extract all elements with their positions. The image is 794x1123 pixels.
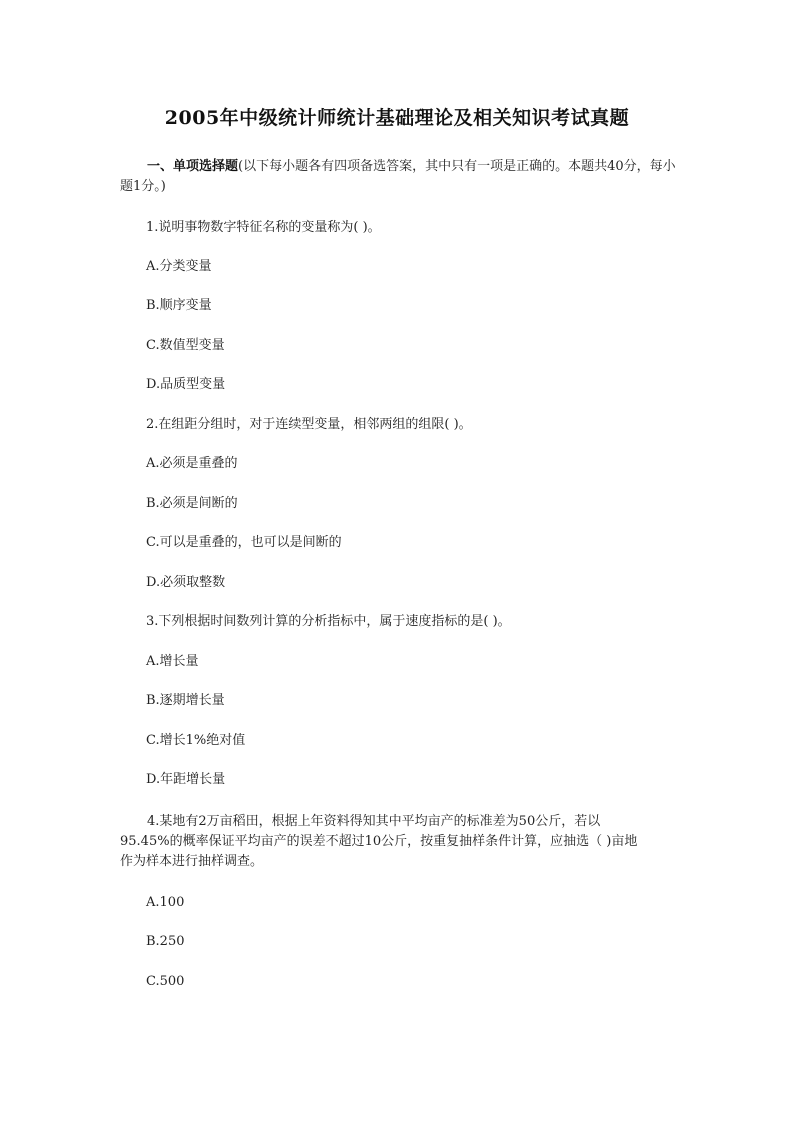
- question-stem-line: 作为样本进行抽样调查。: [120, 854, 264, 869]
- option-item: C.可以是重叠的，也可以是间断的: [146, 535, 342, 550]
- question-stem-line: 4.某地有2万亩稻田，根据上年资料得知其中平均亩产的标准差为50公斤，若以: [147, 814, 601, 829]
- option-item: B.逐期增长量: [146, 693, 225, 708]
- option-item: A.增长量: [146, 654, 199, 669]
- option-item: B.250: [146, 934, 185, 949]
- option-item: A.100: [146, 895, 185, 910]
- option-item: B.顺序变量: [146, 298, 212, 313]
- option-item: D.品质型变量: [146, 377, 226, 392]
- document-title: 2005年中级统计师统计基础理论及相关知识考试真题: [164, 107, 630, 129]
- question-stem: 2.在组距分组时，对于连续型变量，相邻两组的组限( )。: [146, 417, 472, 432]
- question-stem: 3.下列根据时间数列计算的分析指标中，属于速度指标的是( )。: [146, 614, 511, 629]
- option-item: C.数值型变量: [146, 338, 225, 353]
- section-label: 一、单项选择题: [147, 159, 239, 174]
- question-stem-line: 95.45%的概率保证平均亩产的误差不超过10公斤，按重复抽样条件计算，应抽选（ )亩地: [120, 834, 638, 849]
- option-item: A.必须是重叠的: [146, 456, 238, 471]
- option-item: C.增长1%绝对值: [146, 733, 246, 748]
- option-item: A.分类变量: [146, 259, 212, 274]
- option-item: D.必须取整数: [146, 575, 226, 590]
- section-intro: [120, 157, 680, 197]
- question-stem: [120, 812, 680, 872]
- option-item: D.年距增长量: [146, 772, 226, 787]
- question-stem: 1.说明事物数字特征名称的变量称为( )。: [146, 220, 381, 235]
- option-item: C.500: [146, 974, 185, 989]
- section-instruction: (以下每小题各有四项备选答案，其中只有一项是正确的。本题共40分，每小题1分。): [120, 159, 676, 194]
- option-item: B.必须是间断的: [146, 496, 238, 511]
